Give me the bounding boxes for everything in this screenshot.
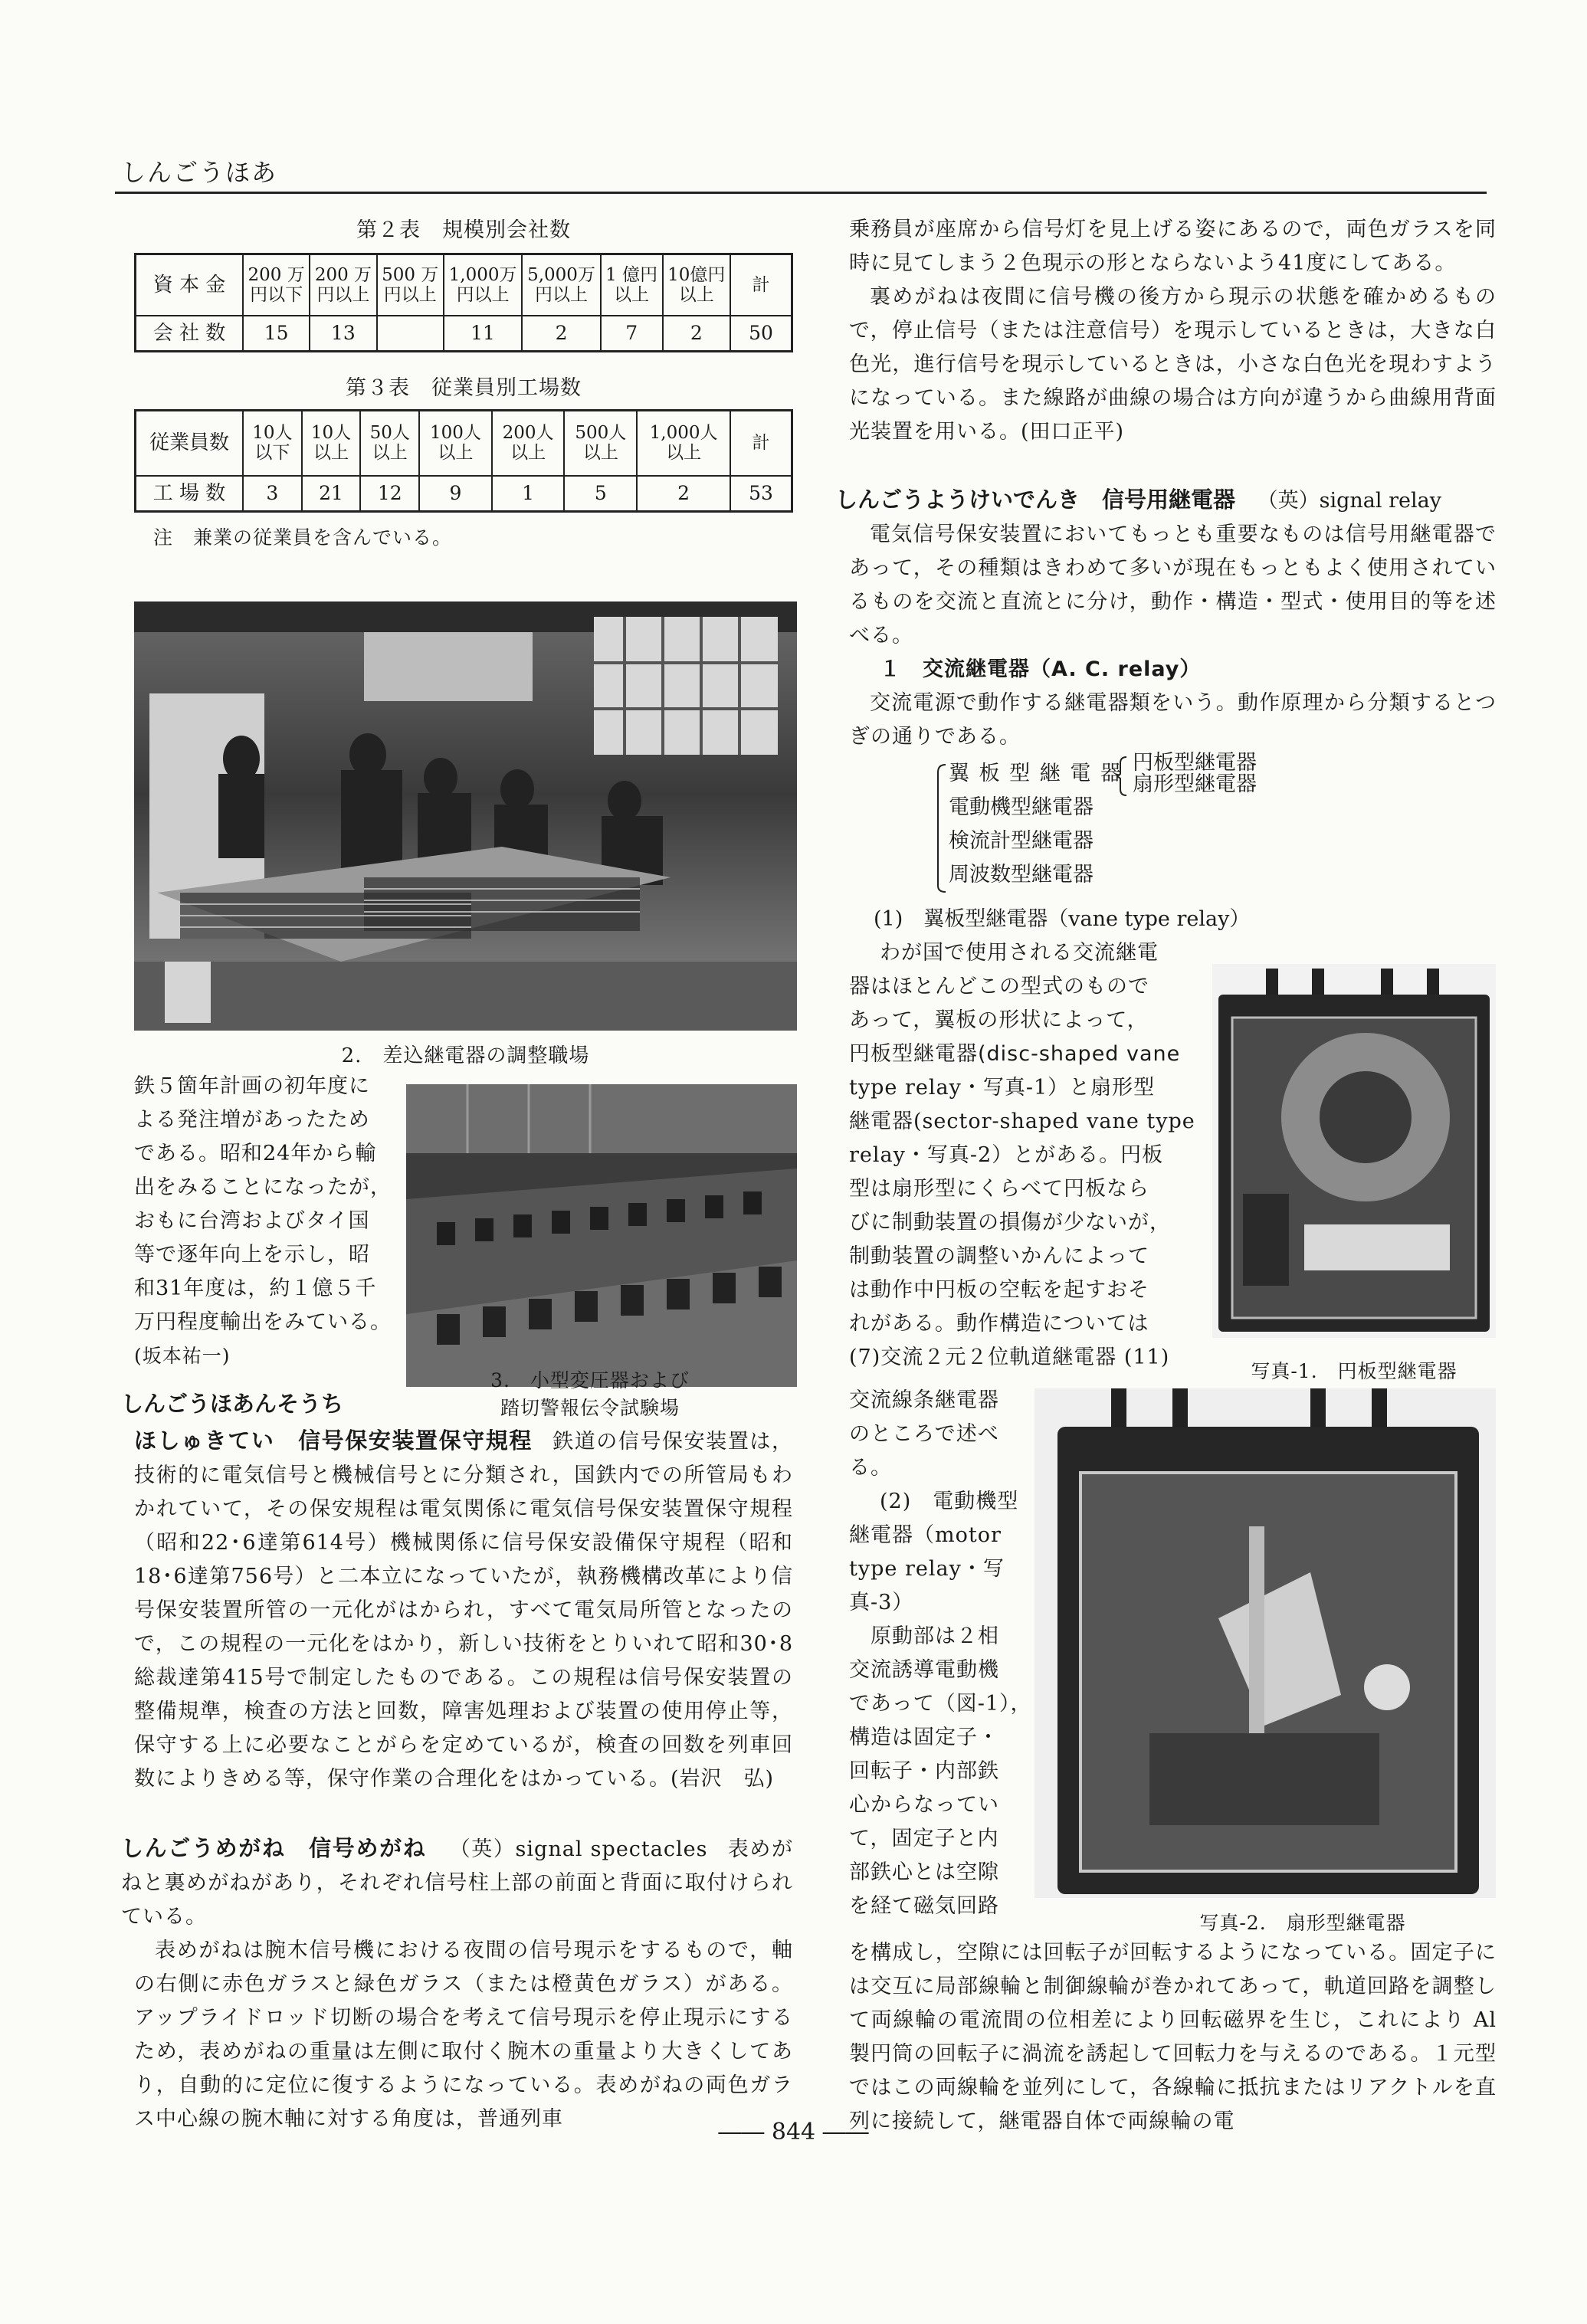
- photo3-caption: [475, 1367, 705, 1422]
- text-line: わが国で使用される交流継電: [880, 941, 1159, 965]
- table2-cell: 2: [522, 316, 600, 351]
- text-line: おもに台湾およびタイ国: [134, 1209, 370, 1233]
- text-line: 部鉄心とは空隙: [849, 1860, 999, 1884]
- table3-cell: 5: [564, 476, 637, 512]
- photo-transformer-test-room: [406, 1084, 797, 1387]
- entry3-body-b: 表めがねは腕木信号機における夜間の信号現示をするもので，軸の右側に赤色ガラスと緑色ガラス（または橙黄色ガラス）がある。アップライドロッド切断の場合を考えて信号現示を停止現示にするため，表めがねの重量は左側に取付く腕木の重量より大きくしてあり，自動的に定位に復するようになっている。表めがねの両色ガラス中心線の腕木軸に対する角度は，普通列車: [134, 1939, 793, 2131]
- table3-cell: 21: [302, 476, 361, 512]
- text-line: (坂本祐一): [134, 1345, 231, 1367]
- table3-col: 1,000人 以上: [637, 411, 730, 476]
- table2-cell: 15: [243, 316, 310, 351]
- entry2-body: [134, 1424, 793, 1796]
- text-line: 万円程度輸出をみている。: [134, 1310, 392, 1334]
- text-line: のところで述べ: [849, 1422, 999, 1446]
- photo-disc-type-relay: [1212, 964, 1496, 1338]
- entry3: [121, 1831, 793, 2136]
- tree-item-frequency: 周波数型継電器: [949, 863, 1094, 887]
- table3-cell: 2: [637, 476, 730, 512]
- subtree-item-disc: 円板型継電器: [1133, 751, 1257, 775]
- right-p5: を構成し，空隙には回転子が回転するようになっている。固定子には交互に局部線輪と制御線輪が巻かれてあって，軌道回路を調整して両線輪の電流間の位相差により回転磁界を生じ，これにより Al 製円筒の回転子に渦流を誘起して回転力を与えるのである。１元型ではこの両線輪を並列にして，各線輪に抵抗またはリアクトルを直列に接続して，継電器自体で両線輪の電: [849, 1941, 1497, 2133]
- table3-cell: 53: [730, 476, 792, 512]
- table3-title: 第３表 従業員別工場数: [346, 376, 582, 400]
- table2-cell: 2: [663, 316, 730, 351]
- right-p4: 交流電源で動作する継電器類をいう。動作原理から分類するとつぎの通りである。: [849, 691, 1497, 749]
- subsection-vane-relay: (1) 翼板型継電器（vane type relay）: [874, 907, 1251, 931]
- table2-cell: 7: [601, 316, 663, 351]
- text-line: あって，翼板の形状によって，: [849, 1008, 1149, 1032]
- left-narrow-text: [134, 1070, 402, 1373]
- table3: [134, 409, 793, 513]
- table3-col: 10人 以下: [243, 411, 302, 476]
- right-p1: 乗務員が座席から信号灯を見上げる姿にあるので，両色ガラスを同時に見てしまう２色現示の形とならないよう41度にしてある。: [849, 218, 1497, 275]
- text-line: 出をみることになったが，: [134, 1175, 392, 1199]
- entry4-headword: しんごうようけいでんき 信号用継電器: [835, 487, 1236, 513]
- right-narrow-text-1: [849, 936, 1217, 1375]
- text-line: type relay・写真-1）と扇形型: [849, 1076, 1156, 1100]
- table2-row-label: 会 社 数: [136, 316, 244, 351]
- table3-row-label: 工 場 数: [136, 476, 244, 512]
- text-line: れがある。動作構造については: [849, 1312, 1149, 1336]
- text-line: 心からなってい: [849, 1793, 999, 1817]
- text-line: 器はほとんどこの型式のもので: [849, 975, 1149, 998]
- table3-col: 200人 以上: [492, 411, 565, 476]
- header-rule: [115, 192, 1487, 194]
- text-line: 円板型継電器(disc-shaped vane: [849, 1042, 1181, 1066]
- right-p3: 電気信号保安装置においてもっとも重要なものは信号用継電器であって，その種類はきわめて多いが現在もっともよく使用されているものを交流と直流とに分け，動作・構造・型式・使用目的等を述べる。: [849, 523, 1497, 647]
- table3-head-label: 従業員数: [136, 411, 244, 476]
- text-line: type relay・写: [849, 1557, 1005, 1581]
- table3-col: 計: [730, 411, 792, 476]
- table2-cell: 13: [310, 316, 376, 351]
- subtree-item-sector: 扇形型継電器: [1133, 772, 1257, 796]
- page-number: ―― 844 ――: [718, 2119, 869, 2145]
- table2-cell: 11: [444, 316, 522, 351]
- text-line: は動作中円板の空転を起すおそ: [849, 1278, 1149, 1302]
- table3-cell: 3: [243, 476, 302, 512]
- text-line: (2) 電動機型: [880, 1490, 1019, 1513]
- right-p2: 裏めがねは夜間に信号機の後方から現示の状態を確かめるもので，停止信号（または注意信号）を現示しているときは，大きな白色光，進行信号を現示しているときは，小さな白色光を現わすようになっている。また線路が曲線の場合は方向が違うから曲線用背面光装置を用いる。(田口正平): [849, 285, 1497, 444]
- text-line: 型は扇形型にくらべて円板なら: [849, 1177, 1149, 1201]
- text-line: 交流誘導電動機: [849, 1658, 999, 1682]
- tree-item-motor: 電動機型継電器: [949, 795, 1094, 819]
- text-line: であって（図-1），: [849, 1692, 1032, 1716]
- photo-s1-caption: 写真-1. 円板型継電器: [1251, 1360, 1457, 1382]
- section-ac-relay: １ 交流継電器（A. C. relay）: [880, 657, 1202, 681]
- table2-col: 10億円 以上: [663, 254, 730, 316]
- text-line: よる発注増があったため: [134, 1108, 370, 1132]
- table3-cell: 9: [419, 476, 492, 512]
- table3-cell: 1: [492, 476, 565, 512]
- text-line: 回転子・内部鉄: [849, 1759, 999, 1783]
- table2-col: 1 億円 以上: [601, 254, 663, 316]
- text-line: 和31年度は，約１億５千: [134, 1277, 377, 1300]
- entry2-headword: ほしゅきてい 信号保安装置保守規程: [134, 1428, 533, 1454]
- table2-cell: 50: [730, 316, 792, 351]
- entry3-headword: しんごうめがね 信号めがね: [121, 1835, 427, 1861]
- right-bottom-text: [849, 1936, 1497, 2139]
- text-line: を経て磁気回路: [849, 1894, 999, 1918]
- text-line: 真-3）: [849, 1591, 914, 1614]
- right-top-text: [849, 213, 1497, 449]
- tree-bracket: [935, 763, 947, 893]
- entry4-english: （英）signal relay: [1257, 489, 1441, 513]
- table3-col: 10人 以上: [302, 411, 361, 476]
- entry3-english: （英）signal spectacles: [449, 1837, 708, 1861]
- table3-cell: 12: [360, 476, 419, 512]
- text-line: て，固定子と内: [849, 1827, 999, 1850]
- table2-col: 1,000万 円以上: [444, 254, 522, 316]
- entry2-heading-reading: しんごうほあんそうち: [121, 1391, 344, 1417]
- entry4-heading-line: [835, 483, 1502, 518]
- table3-note: 注 兼業の従業員を含んでいる。: [153, 526, 453, 549]
- text-line: (7)交流２元２位軌道継電器 (11): [849, 1346, 1170, 1369]
- tree-item-galvanometer: 検流計型継電器: [949, 829, 1094, 853]
- running-title: しんごうほあ: [121, 158, 278, 187]
- photo3-caption-line2: 踏切警報伝令試験場: [500, 1397, 680, 1419]
- table2-col: 5,000万 円以上: [522, 254, 600, 316]
- table3-col: 500人 以上: [564, 411, 637, 476]
- table2-head-label: 資 本 金: [136, 254, 244, 316]
- text-line: 制動装置の調整いかんによって: [849, 1244, 1149, 1268]
- text-line: 原動部は２相: [849, 1624, 999, 1648]
- photo3-caption-line1: 3. 小型変圧器および: [490, 1369, 690, 1391]
- photo-s2-caption: 写真-2. 扇形型継電器: [1199, 1912, 1406, 1934]
- text-line: 継電器（motor: [849, 1523, 1002, 1547]
- text-line: である。昭和24年から輸: [134, 1142, 377, 1165]
- photo-sector-type-relay: [1035, 1388, 1496, 1898]
- entry4-body: [849, 518, 1497, 754]
- entry2-body-text: 置は，技術的に電気信号と機械信号とに分類され，国鉄内での所管局もわかれていて，その保安規程は電気関係に電気信号保安装置保守規程（昭和22･6達第614号）機械関係に信号保安設備保守規程（昭和18･6達第756号）と二本立になっていたが，執務機構改革により信号保安装置所管の一元化がはかられ，すべて電気局所管となったので，この規程の一元化をはかり，新しい技術をとりいれて昭和30･8総裁達第415号で制定したものである。この規程は信号保安装置の整備規準，検査の方法と回数，障害処理および装置の使用停止等，保守する上に必要なことがらを定めているが，検査の回数を列車回数によりきめる等，保守作業の合理化をはかっている。(岩沢 弘): [134, 1430, 793, 1791]
- text-line: 交流線条継電器: [849, 1388, 999, 1412]
- entry2-body-first: 鉄道の信号保安装: [552, 1430, 728, 1454]
- text-line: 鉄５箇年計画の初年度に: [134, 1074, 370, 1098]
- table3-col: 100人 以上: [419, 411, 492, 476]
- table2-col: 200 万 円以下: [243, 254, 310, 316]
- table2-col: 200 万 円以上: [310, 254, 376, 316]
- table2-title: 第２表 規模別会社数: [356, 218, 571, 242]
- text-line: relay・写真-2）とがある。円板: [849, 1143, 1164, 1167]
- table2: [134, 253, 793, 352]
- subtree-bracket: [1117, 756, 1128, 797]
- classification-subtree: [1117, 752, 1316, 795]
- tree-item-vane: 翼 板 型 継 電 器: [949, 762, 1123, 785]
- text-line: る。: [849, 1456, 892, 1480]
- text-line: 等で逐年向上を示し，昭: [134, 1243, 370, 1267]
- text-line: 継電器(sector-shaped vane type: [849, 1110, 1195, 1133]
- table3-col: 50人 以上: [360, 411, 419, 476]
- entry3-body-a: 表めがねと裏めがねがあり，それぞれ信号柱上部の前面と背面に取付けられている。: [121, 1837, 793, 1929]
- photo-relay-adjustment-workshop: [134, 601, 797, 1031]
- table2-cell: [377, 316, 444, 351]
- table2-col: 500 万 円以上: [377, 254, 444, 316]
- text-line: びに制動装置の損傷が少ないが，: [849, 1211, 1171, 1234]
- right-narrow-text-2: [849, 1384, 1033, 1923]
- text-line: 構造は固定子・: [849, 1726, 999, 1749]
- photo2-caption: 2. 差込継電器の調整職場: [341, 1044, 590, 1067]
- table2-col: 計: [730, 254, 792, 316]
